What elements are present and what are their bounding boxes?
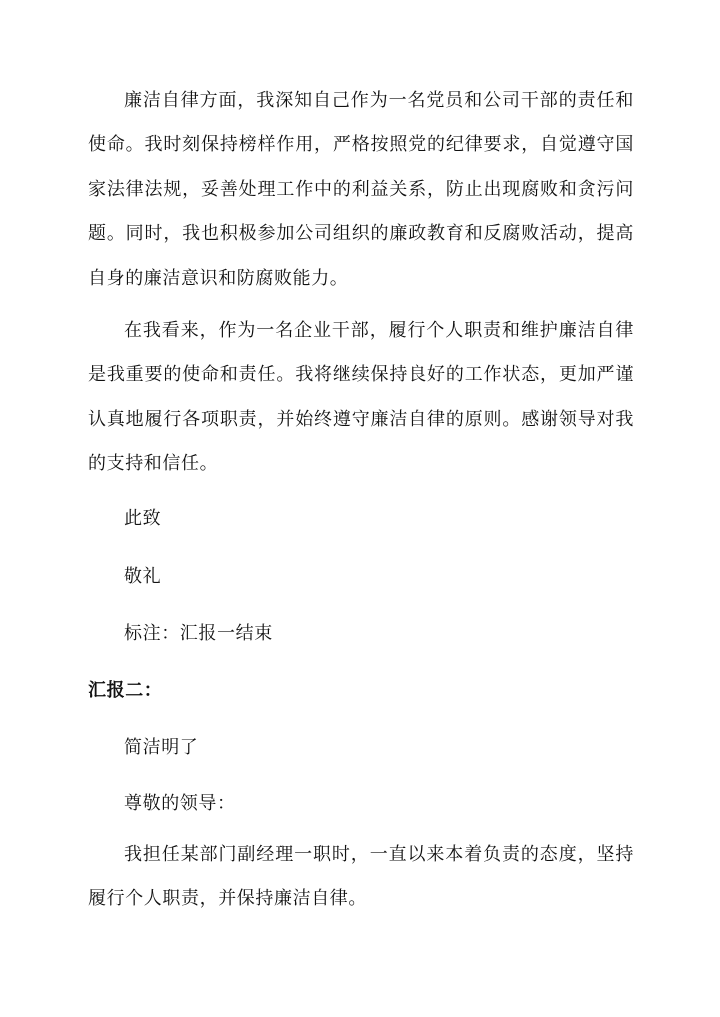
salutation: 尊敬的领导： (124, 793, 236, 814)
report-end-note: 标注：汇报一结束 (124, 623, 273, 644)
section-heading: 汇报二： (88, 680, 163, 701)
body-paragraph-integrity: 廉洁自律方面，我深知自己作为一名党员和公司干部的责任和使命。我时刻保持榜样作用，严格按照党的纪律要求，自觉遵守国家法律法规，妥善处理工作中的利益关系，防止出现腐败和贪污问题。同时，我也积极参加公司组织的廉政教育和反腐败活动，提高自身的廉洁意识和防腐败能力。 (88, 90, 634, 289)
closing-line-cizhi: 此致 (124, 508, 162, 529)
body-paragraph-responsibility: 在我看来，作为一名企业干部，履行个人职责和维护廉洁自律是我重要的使命和责任。我将继续保持良好的工作状态，更加严谨认真地履行各项职责，并始终遵守廉洁自律的原则。感谢领导对我的支持和信任。 (88, 320, 634, 475)
body-paragraph-duty: 我担任某部门副经理一职时，一直以来本着负责的态度，坚持履行个人职责，并保持廉洁自律。 (88, 844, 634, 910)
closing-line-jingli: 敬礼 (124, 566, 162, 587)
section-subtitle: 简洁明了 (124, 737, 199, 758)
